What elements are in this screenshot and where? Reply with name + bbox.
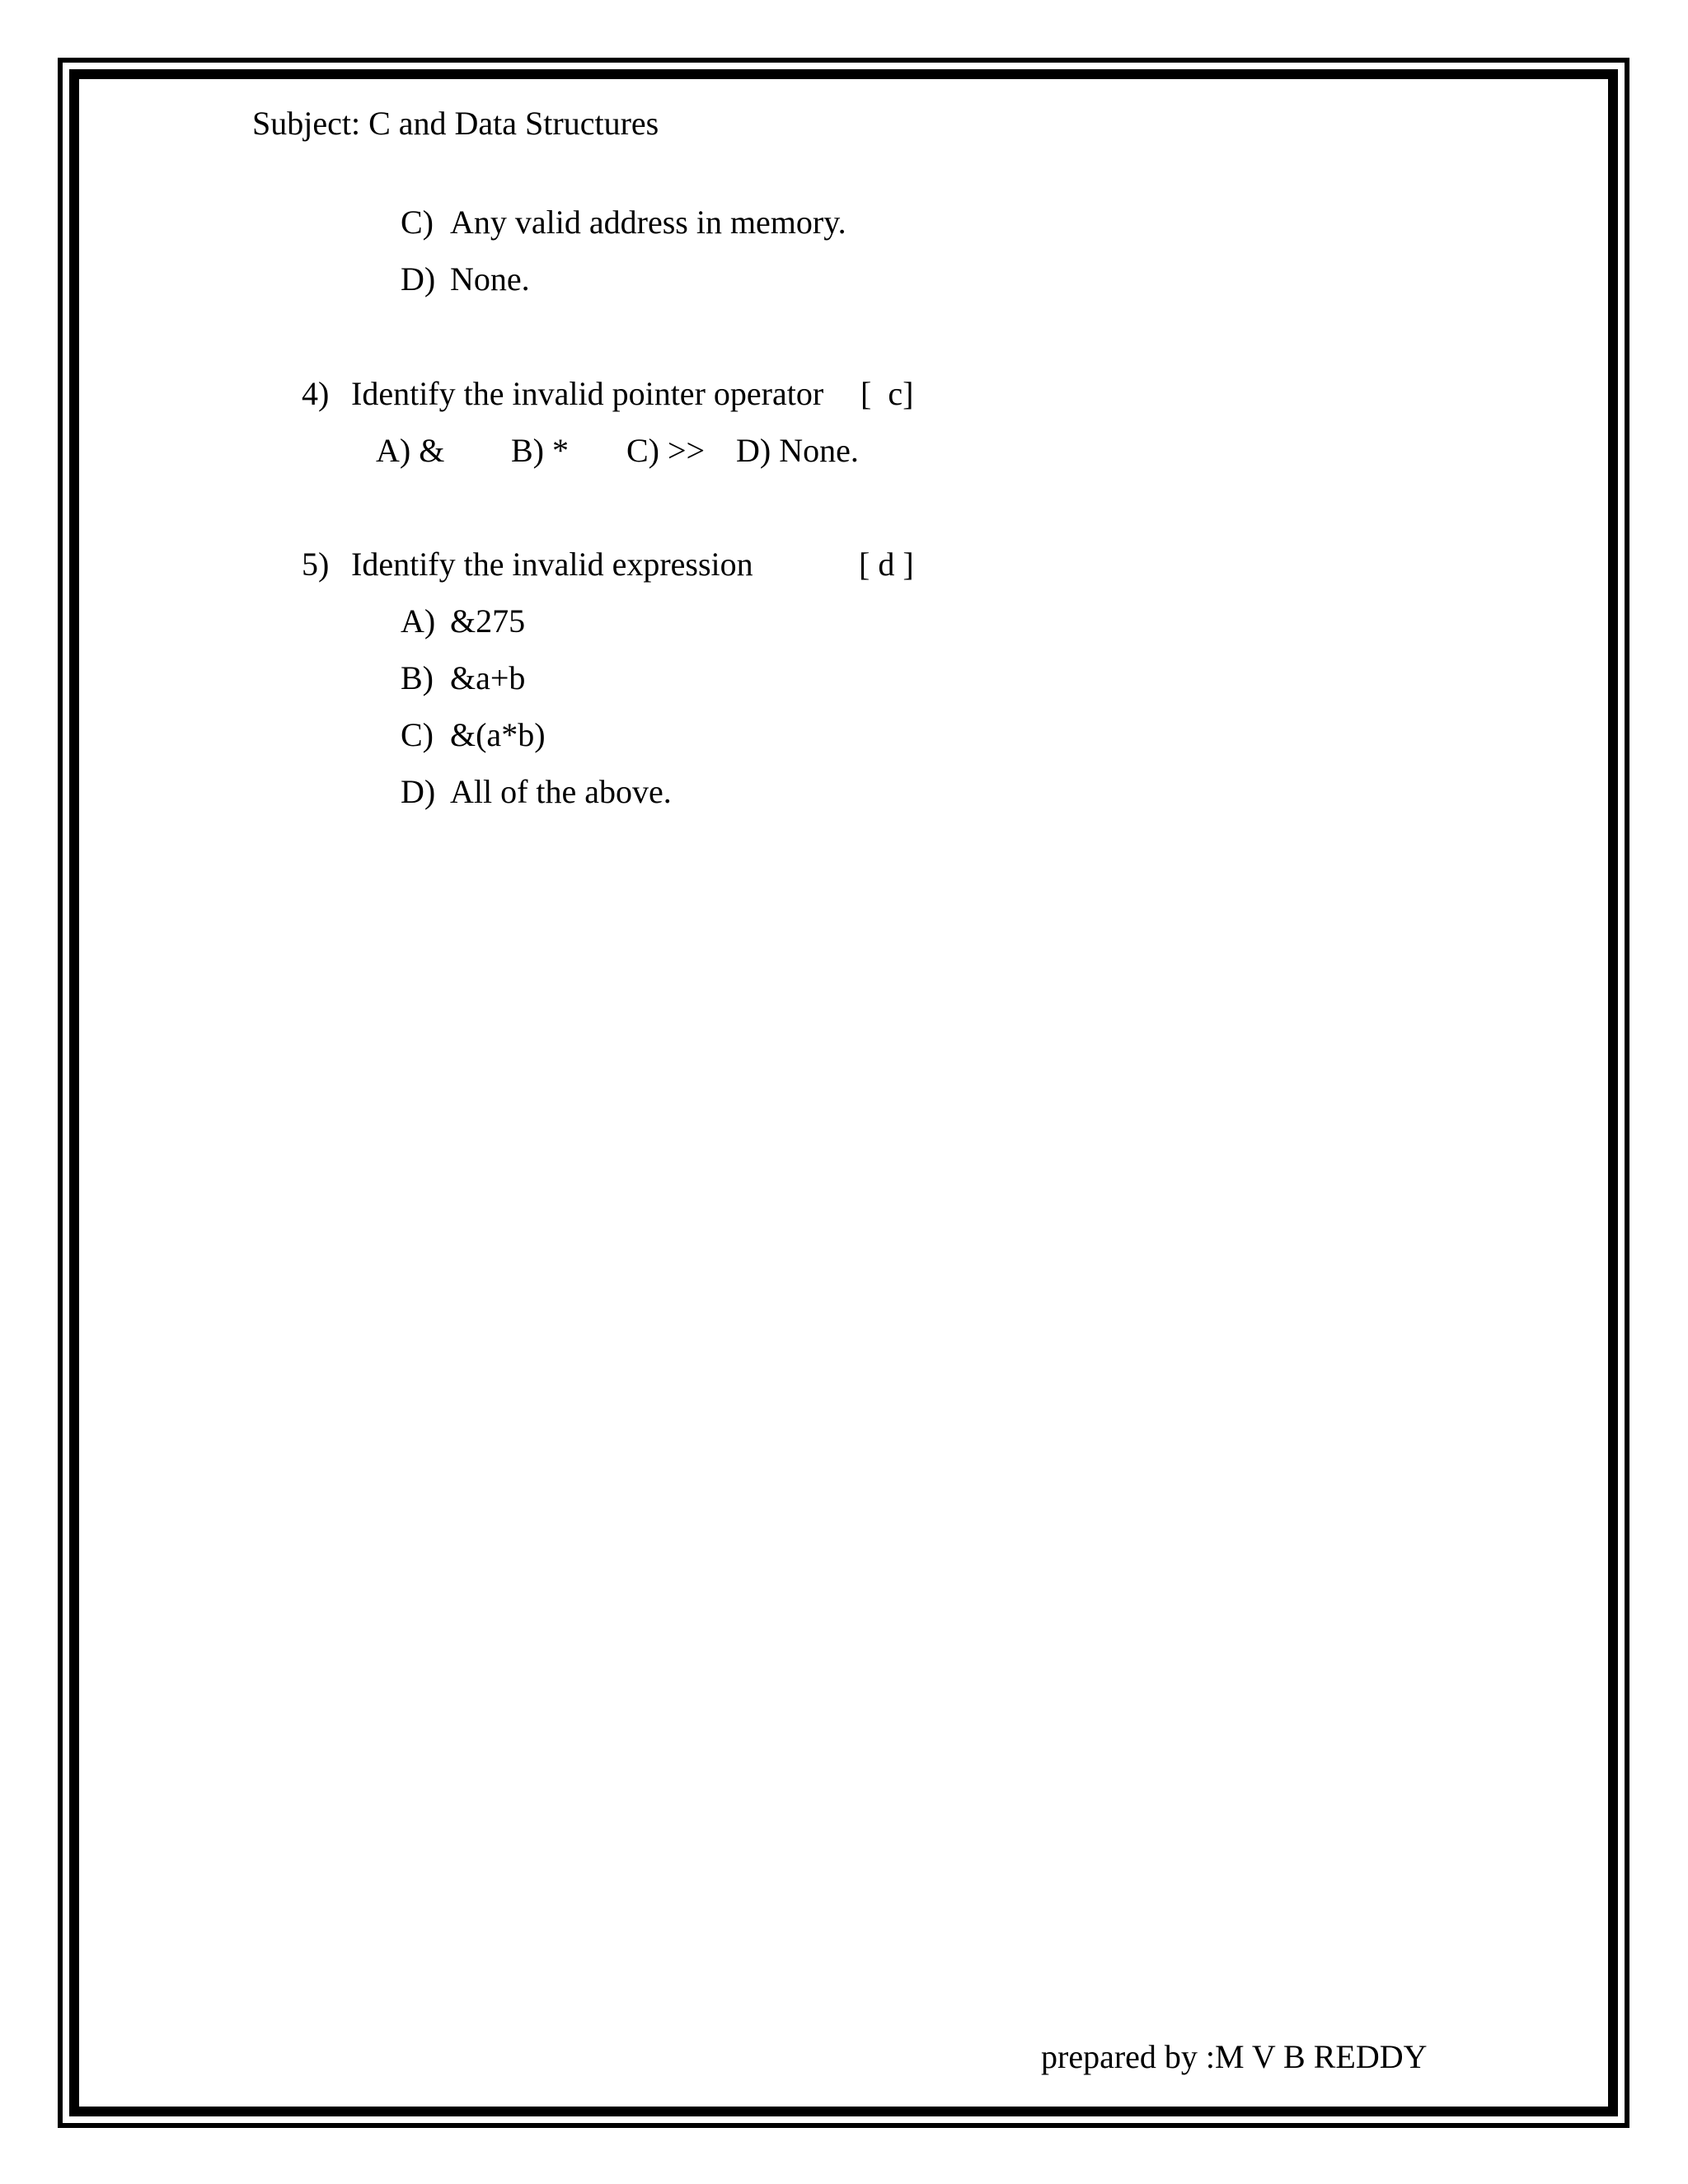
option-label: C): [401, 204, 434, 241]
option-c: C) >>: [626, 432, 706, 469]
option-label: C): [401, 716, 434, 753]
question-number: 5): [302, 546, 330, 583]
option-label: D): [401, 260, 436, 298]
option-d-prev: [401, 260, 530, 362]
answer-key: [ d ]: [859, 546, 914, 583]
question-text: Identify the invalid expression: [351, 546, 753, 583]
option-text: Any valid address in memory.: [450, 204, 846, 241]
option-text: &(a*b): [450, 716, 546, 753]
option-text: &a+b: [450, 659, 526, 696]
subject-header: Subject: C and Data Structures: [252, 105, 659, 142]
prepared-by-footer: prepared by :M V B REDDY: [1041, 2038, 1428, 2075]
option-b: B) *: [511, 432, 569, 469]
question-5-option-d: [401, 773, 672, 874]
option-a: A) &: [376, 432, 445, 469]
option-text: None.: [450, 260, 530, 298]
option-d: D) None.: [736, 432, 859, 469]
answer-key: [ c]: [860, 375, 914, 412]
option-label: A): [401, 602, 436, 640]
option-label: B): [401, 659, 434, 696]
option-label: D): [401, 773, 436, 810]
option-text: All of the above.: [450, 773, 672, 810]
question-number: 4): [302, 375, 330, 412]
question-text: Identify the invalid pointer operator: [351, 375, 824, 412]
option-text: &275: [450, 602, 526, 640]
